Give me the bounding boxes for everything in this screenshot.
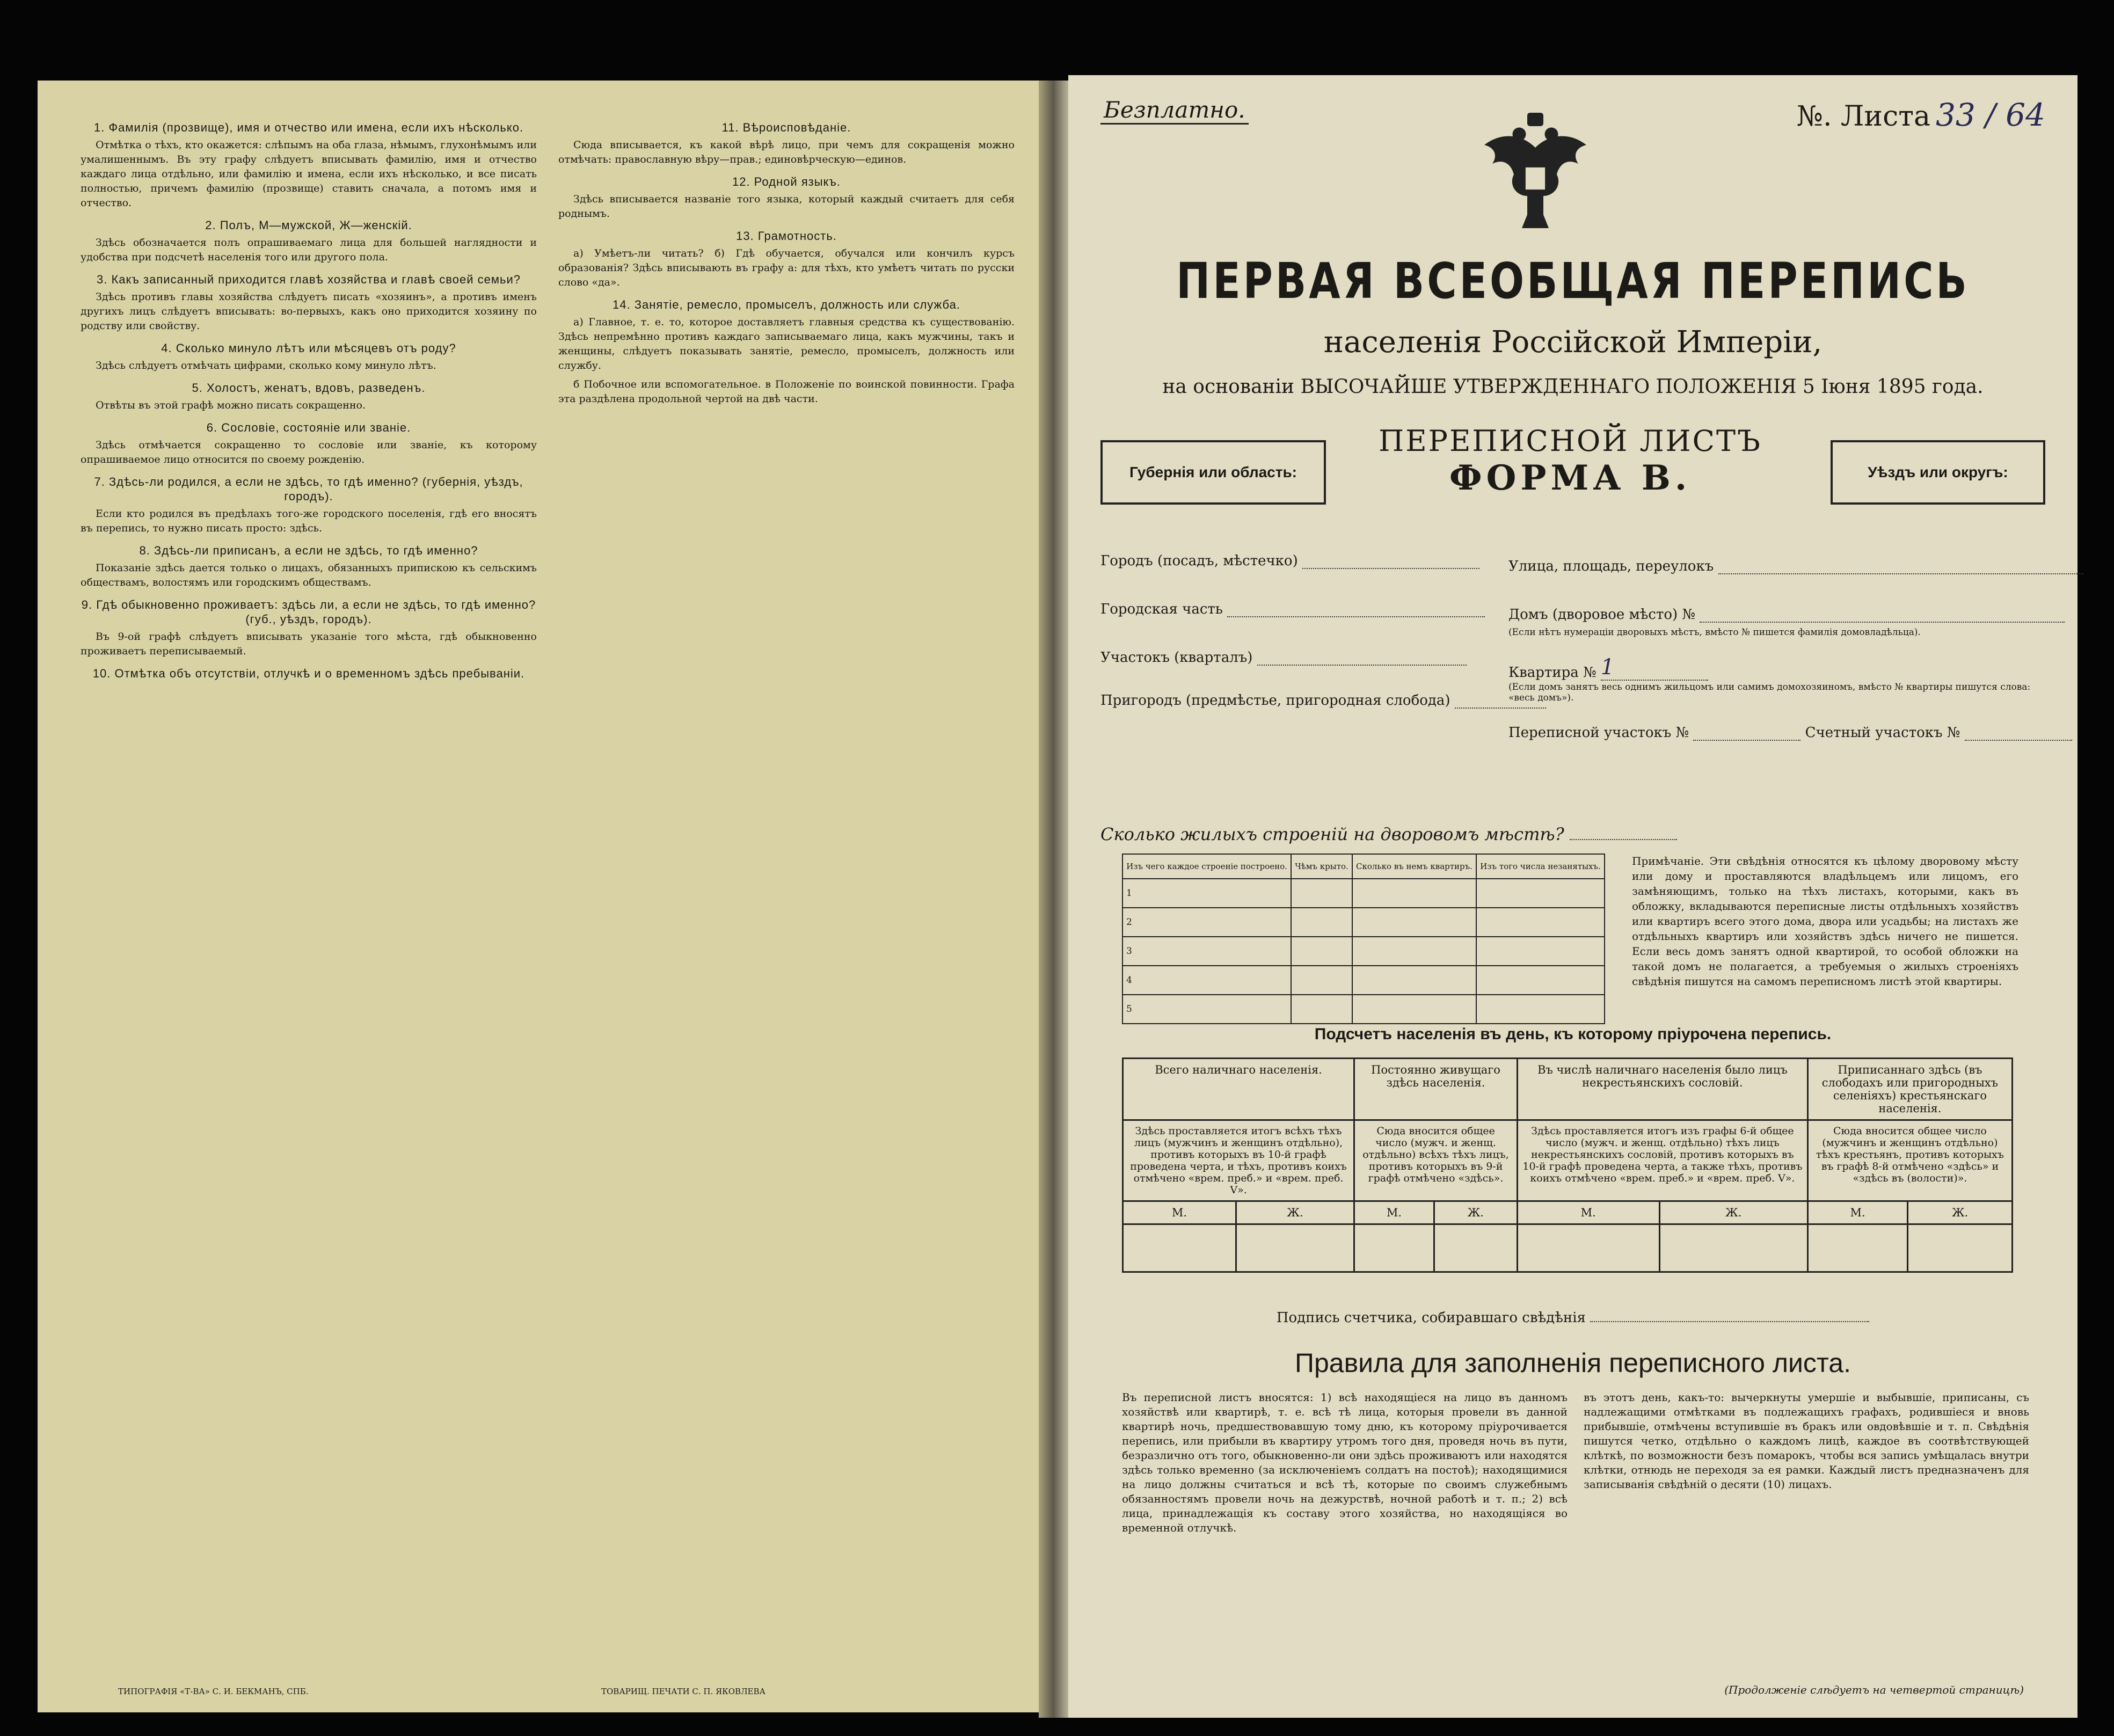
section-heading: 7. Здѣсь-ли родился, а если не здѣсь, то гдѣ именно? (губернія, уѣздъ, городъ).: [94, 475, 523, 503]
table-cell: [1354, 1224, 1434, 1272]
table-cell: [1476, 908, 1605, 937]
table-cell: [1236, 1224, 1354, 1272]
header-boxes: [1100, 424, 2045, 531]
table-cell: [1352, 908, 1476, 937]
rules-column-1: Въ переписной листъ вносятся: 1) всѣ находящіеся на лицо въ данномъ хозяйствѣ или квартирѣ, т. е. всѣ тѣ лица, которыя провели въ данной квартирѣ ночь, предшествовавшую тому дню, къ которому пріурочивается перепись, или прибыли въ квартиру утромъ того дня, проведя ночь въ пути, безразлично отъ того, обыкновенно-ли они здѣсь проживаютъ или находятся здѣсь только временно (за исключеніемъ солдатъ на постоѣ); находящимися на лицо должны считаться и всѣ тѣ, которые по своимъ служебнымъ обязанностямъ провели ночь на дежурствѣ, ночной работѣ и т. п.; 2) всѣ лица, принадлежащія къ составу этого хозяйства, но находящіяся во временной отлучкѣ.: [1122, 1391, 1568, 1534]
table-cell: [1352, 937, 1476, 966]
table-cell: [1352, 966, 1476, 995]
double-headed-eagle-emblem: [1468, 107, 1602, 242]
left-column-2: [558, 113, 1015, 1691]
table-cell: [1291, 937, 1352, 966]
table-cell: Ж.: [1908, 1201, 2013, 1224]
section-heading: 2. Полъ, М—мужской, Ж—женскій.: [205, 218, 412, 232]
section-heading: 14. Занятіе, ремесло, промыселъ, должность или служба.: [613, 298, 960, 311]
section-heading: 10. Отмѣтка объ отсутствіи, отлучкѣ и о временномъ здѣсь пребываніи.: [92, 667, 525, 680]
table-cell: [1352, 879, 1476, 908]
rules-text: [1122, 1390, 2029, 1686]
district-label: Уѣздъ или округъ:: [1868, 464, 2008, 480]
table-header: Въ числѣ наличнаго населенія было лицъ некрестьянскихъ сословій.: [1517, 1059, 1807, 1120]
table-row: [1122, 937, 1605, 966]
section-heading: 4. Сколько минуло лѣтъ или мѣсяцевъ отъ роду?: [161, 341, 456, 355]
table-cell: 3: [1122, 937, 1291, 966]
table-cell: [1291, 879, 1352, 908]
sheet-number: [1797, 97, 2045, 133]
table-header: Сколько въ немъ квартиръ.: [1352, 854, 1476, 879]
table-row: [1122, 879, 1605, 908]
table-cell: [1291, 908, 1352, 937]
address-fields: [1100, 542, 2045, 821]
table-cell: [1476, 937, 1605, 966]
section-heading: 5. Холостъ, женатъ, вдовъ, разведенъ.: [192, 381, 426, 395]
decree-line: на основаніи ВЫСОЧАЙШЕ УТВЕРЖДЕННАГО ПОЛОЖЕНІЯ 5 Іюня 1895 года.: [1162, 376, 1984, 398]
apartment-note: (Если домъ занятъ весь однимъ жильцомъ или самимъ домохозяиномъ, вмѣсто № квартиры пишутся слова: «весь домъ»).: [1508, 682, 2031, 703]
section-text: Сюда вписывается, къ какой вѣрѣ лицо, при чемъ для сокращенія можно отмѣчать: православную вѣру—прав.; единовѣрческую—единов.: [558, 139, 1015, 165]
table-cell: [1908, 1224, 2013, 1272]
apartment-field: Квартира № 1: [1508, 655, 1708, 681]
province-box: [1100, 440, 1326, 505]
form-title-form: ФОРМА В.: [1449, 458, 1692, 498]
table-cell: 4: [1122, 966, 1291, 995]
continuation-note: (Продолженіе слѣдуетъ на четвертой страницѣ): [1724, 1683, 2024, 1696]
house-field: Домъ (дворовое мѣсто) №: [1508, 607, 2065, 623]
section-field: Участокъ (кварталъ): [1100, 650, 1467, 666]
table-cell: [1291, 995, 1352, 1024]
table-cell: [1291, 966, 1352, 995]
province-label: Губернія или область:: [1129, 464, 1297, 480]
table-cell: М.: [1354, 1201, 1434, 1224]
table-cell: [1659, 1224, 1807, 1272]
table-header: Изъ чего каждое строеніе построено.: [1122, 854, 1291, 879]
city-field: Городъ (посадъ, мѣстечко): [1100, 553, 1479, 569]
census-subtitle: населенія Россійской Имперіи,: [1323, 325, 1823, 360]
sheet-number-label: №. Листа: [1796, 100, 1930, 133]
printer-imprint-right: ТОВАРИЩ. ПЕЧАТИ С. П. ЯКОВЛЕВА: [601, 1687, 766, 1696]
section-heading: 1. Фамилія (прозвище), имя и отчество или имена, если ихъ нѣсколько.: [93, 121, 524, 134]
left-page: [38, 81, 1052, 1712]
sheet-number-handwritten: 33 / 64: [1935, 97, 2045, 133]
section-text: Здѣсь вписывается названіе того языка, который каждый считаетъ для себя роднымъ.: [558, 193, 1015, 220]
buildings-note: Примѣчаніе. Эти свѣдѣнія относятся къ цѣлому дворовому мѣсту или дому и проставляются владѣльцемъ или лицомъ, его замѣняющимъ, только на тѣхъ листахъ, которыми, какъ въ обложку, вкладываются переписные листы отдѣльныхъ хозяйствъ или квартиръ всего этого дома, двора или усадьбы; на листахъ же отдѣльныхъ квартиръ или хозяйствъ здѣсь ничего не пишется. Если весь домъ занятъ одной квартирой, то особой обложки на такой домъ не полагается, а требуемыя о жилыхъ строеніяхъ свѣдѣнія пишутся на самомъ переписномъ листѣ этой квартиры.: [1632, 855, 2018, 988]
section-heading: 6. Сословіе, состояніе или званіе.: [206, 421, 411, 434]
section-text: а) Умѣетъ-ли читать? б) Гдѣ обучается, обучался или кончилъ курсъ образованія? Здѣсь вписывають въ графу а: для тѣхъ, кто умѣетъ читать по русски слово «да».: [558, 247, 1015, 288]
section-text: Отмѣтка о тѣхъ, кто окажется: слѣпымъ на оба глаза, нѣмымъ, глухонѣмымъ или умалишеннымъ. Въ эту графу слѣдуетъ вписывать фамилію, имя и отчество каждаго лица отдѣльно, или фамилію и имена, если ихъ нѣсколько, и все писать полностью, причемъ фамилію (прозвище) ставить сначала, а потомъ имя и отчество.: [81, 139, 537, 209]
left-column-1: [81, 113, 537, 1691]
right-page: [1068, 75, 2077, 1718]
district-box: [1831, 440, 2045, 505]
book-gutter: [1039, 81, 1071, 1718]
table-cell: [1476, 995, 1605, 1024]
table-header: Чѣмъ крыто.: [1291, 854, 1352, 879]
section-heading: 3. Какъ записанный приходится главѣ хозяйства и главѣ своей семьи?: [97, 273, 521, 286]
street-field: Улица, площадь, переулокъ: [1508, 558, 2083, 574]
rules-title: Правила для заполненія переписного листа.: [1295, 1348, 1851, 1378]
apartment-value: 1: [1600, 655, 1615, 680]
section-text: Здѣсь обозначается полъ опрашиваемаго лица для большей наглядности и удобства при подсчетѣ населенія того или другого пола.: [81, 237, 537, 263]
section-text: Здѣсь отмѣчается сокращенно то сословіе или званіе, къ которому опрашиваемое лицо относится по своему рожденію.: [81, 439, 537, 465]
section-heading: 9. Гдѣ обыкновенно проживаетъ: здѣсь ли, а если не здѣсь, то гдѣ именно? (губ., уѣздъ, городъ).: [81, 598, 536, 626]
census-section-field: Переписной участокъ № Счетный участокъ №: [1508, 725, 2072, 741]
section-heading: 13. Грамотность.: [736, 229, 837, 243]
table-cell: [1352, 995, 1476, 1024]
printer-imprint-left: ТИПОГРАФІЯ «Т-ВА» С. И. БЕКМАНЪ, СПБ.: [118, 1687, 309, 1696]
table-cell: [1434, 1224, 1517, 1272]
table-cell: Здѣсь проставляется итогъ всѣхъ тѣхъ лицъ (мужчинъ и женщинъ отдѣльно), противъ которыхъ въ 10-й графѣ проведена черта, и тѣхъ, противъ коихъ отмѣчено «врем. преб.» и «врем. преб. V».: [1123, 1120, 1354, 1201]
free-label: Безплатно.: [1100, 97, 1249, 125]
table-cell: 1: [1122, 879, 1291, 908]
table-row: [1122, 908, 1605, 937]
table-cell: [1517, 1224, 1659, 1272]
section-text: Здѣсь противъ главы хозяйства слѣдуетъ писать «хозяинъ», а противъ именъ другихъ лицъ слѣдуетъ вписывать: во-первыхъ, какъ оно приходится хозяину по родству или свойству.: [81, 291, 537, 332]
table-cell: 2: [1122, 908, 1291, 937]
form-title-sheet: ПЕРЕПИСНОЙ ЛИСТЪ: [1379, 424, 1762, 458]
section-text: Въ 9-ой графѣ слѣдуетъ вписывать указаніе того мѣста, гдѣ обыкновенно проживаетъ переписываемый.: [81, 631, 537, 657]
section-heading: 11. Вѣроисповѣданіе.: [721, 121, 851, 134]
section-text: Если кто родился въ предѣлахъ того-же городского поселенія, гдѣ его вносятъ въ перепись, то нужно писать просто: здѣсь.: [81, 508, 537, 534]
table-header: Приписаннаго здѣсь (въ слободахъ или пригородныхъ селеніяхъ) крестьянскаго населенія.: [1807, 1059, 2012, 1120]
table-cell: Сюда вносится общее число (мужчинъ и женщинъ отдѣльно) тѣхъ крестьянъ, противъ которыхъ въ графѣ 8-й отмѣчено «здѣсь» и «здѣсь въ (волости)».: [1807, 1120, 2012, 1201]
section-heading: 8. Здѣсь-ли приписанъ, а если не здѣсь, то гдѣ именно?: [139, 544, 478, 557]
table-cell: М.: [1807, 1201, 1907, 1224]
section-text: Отвѣты въ этой графѣ можно писать сокращенно.: [96, 399, 366, 411]
suburb-field: Пригородъ (предмѣстье, пригородная слобода): [1100, 692, 1546, 709]
table-row: [1122, 966, 1605, 995]
table-cell: [1476, 966, 1605, 995]
city-part-field: Городская часть: [1100, 601, 1485, 617]
section-text: Здѣсь слѣдуетъ отмѣчать цифрами, сколько кому минуло лѣтъ.: [96, 360, 436, 371]
population-count-table: [1122, 1057, 2013, 1273]
table-header: Всего наличнаго населенія.: [1123, 1059, 1354, 1120]
table-header: Постоянно живущаго здѣсь населенія.: [1354, 1059, 1518, 1120]
table-cell: [1123, 1224, 1236, 1272]
table-cell: [1807, 1224, 1907, 1272]
table-cell: Сюда вносится общее число (мужч. и женщ. отдѣльно) всѣхъ тѣхъ лицъ, противъ которыхъ въ 9-й графѣ отмѣчено «здѣсь».: [1354, 1120, 1518, 1201]
table-cell: Здѣсь проставляется итогъ изъ графы 6-й общее число (мужч. и женщ. отдѣльно) тѣхъ лицъ некрестьянскихъ сословій, противъ которыхъ въ 10-й графѣ проведена черта, а также тѣхъ, противъ коихъ отмѣчено «врем. преб.» и «врем. преб. V».: [1517, 1120, 1807, 1201]
table-cell: М.: [1517, 1201, 1659, 1224]
section-heading: 12. Родной языкъ.: [732, 175, 841, 188]
table-cell: [1476, 879, 1605, 908]
enumerator-signature: Подпись счетчика, собиравшаго свѣдѣнія: [1068, 1310, 2077, 1326]
house-note: (Если нѣтъ нумераціи дворовыхъ мѣстъ, вмѣсто № пишется фамилія домовладѣльца).: [1508, 627, 1921, 638]
population-count-title: Подсчетъ населенія въ день, къ которому пріурочена перепись.: [1314, 1025, 1832, 1043]
table-cell: 5: [1122, 995, 1291, 1024]
section-text: б Побочное или вспомогательное. в Положеніе по воинской повинности. Графа эта раздѣлена продольной чертой на двѣ части.: [558, 378, 1015, 405]
table-row: [1122, 995, 1605, 1024]
form-title: [1358, 424, 1782, 498]
houses-question: Сколько жилыхъ строеній на дворовомъ мѣстѣ?: [1100, 824, 1677, 844]
table-cell: Ж.: [1434, 1201, 1517, 1224]
section-text: Показаніе здѣсь дается только о лицахъ, обязанныхъ припискою къ сельскимъ обществамъ, волостямъ или городскимъ обществамъ.: [81, 562, 537, 588]
census-title: ПЕРВАЯ ВСЕОБЩАЯ ПЕРЕПИСЬ: [1176, 252, 1970, 310]
table-cell: Ж.: [1659, 1201, 1807, 1224]
section-text: а) Главное, т. е. то, которое доставляетъ главныя средства къ существованію. Здѣсь непремѣнно противъ каждаго записываемаго лица, какъ мужчины, такъ и женщины, слѣдуетъ показывать занятіе, ремесло, промыселъ, должность или службу.: [558, 316, 1015, 371]
table-cell: М.: [1123, 1201, 1236, 1224]
rules-column-2: въ этотъ день, какъ-то: вычеркнуты умершіе и выбывшіе, приписаны, съ надлежащими отмѣтками въ подлежащихъ графахъ, родившіеся и вновь прибывшіе, отмѣчены вступившіе въ бракъ или овдовѣвшіе и т. п. Свѣдѣнія пишутся четко, отдѣльно о каждомъ лицѣ, каждое въ соотвѣтствующей клѣткѣ, по возможности безъ помарокъ, чтобы вся запись умѣщалась внутри клѣтки, отнюдь не переходя за ея рамки. Каждый листъ предназначенъ для записыванія свѣдѣній о десяти (10) лицахъ.: [1584, 1391, 2029, 1491]
buildings-table: [1122, 854, 1605, 1024]
table-header: Изъ того числа незанятыхъ.: [1476, 854, 1605, 879]
table-cell: Ж.: [1236, 1201, 1354, 1224]
